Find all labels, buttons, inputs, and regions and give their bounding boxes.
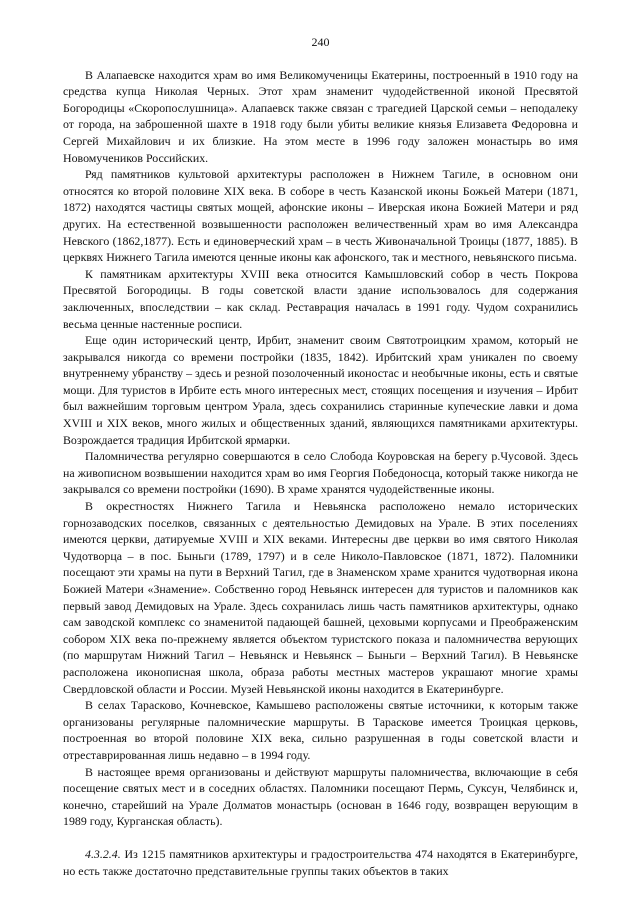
paragraph-nevyansk: В окрестностях Нижнего Тагила и Невьянска расположено немало исторических горнозаводских поселков, связанных с деятельностью Демидовых на Урале. В этих поселениях имеются церкви, датируемые XVIII и XIX веками. Интересны две церкви во имя святого Николая Чудотворца – в пос. Быньги (1789, 1797) и в селе Николо-Павловское (1871, 1872). Паломники посещают эти храмы на пути в Верхний Тагил, где в Знаменском храме хранится чудотворная икона Божией Матери «Знамение». Собственно город Невьянск интересен для туристов и паломников как первый завод Демидовых на Урале. Здесь сохранилась лишь часть памятников архитектуры, однако сам заводской комплекс со знаменитой падающей башней, цеховыми корпусами и Преображенским собором XIX века по-прежнему является объектом туристского показа и паломничества верующих (по маршрутам Нижний Тагил – Невьянск и Невьянск – Быньги – Верхний Тагил). В Невьянске расположена иконописная школа, образа работы местных мастеров украшают многие храмы Свердловской области и России. Музей Невьянской иконы находится в Екатеринбурге. bbox=[63, 499, 578, 696]
paragraph-alapaevsk: В Алапаевске находится храм во имя Великомученицы Екатерины, построенный в 1910 году на средства купца Николая Черных. Этот храм знаменит чудодейственной иконой Пресвятой Богородицы «Скоропослушница». Алапаевск также связан с трагедией Царской семьи – неподалеку от города, на заброшенной шахте в 1918 году были убиты великие князья Елизавета Федоровна и Сергей Михайлович и их близкие. На этом месте в 1996 году заложен монастырь во имя Новомучеников Российских. bbox=[63, 67, 578, 165]
paragraph-spacer bbox=[63, 830, 578, 846]
section-text: Из 1215 памятников архитектуры и градостроительства 474 находятся в Екатеринбурге, но есть также достаточно представительные группы таких объектов в таких bbox=[63, 846, 578, 878]
paragraph-sloboda-kourovskaya: Паломничества регулярно совершаются в село Слобода Коуровская на берегу р.Чусовой. Здесь на живописном возвышении находится храм во имя Георгия Победоносца, который также никогда не закрывался со времени постройки (1690). В храме хранятся чудодейственные иконы. bbox=[63, 449, 578, 497]
paragraph-irbit: Еще один исторический центр, Ирбит, знаменит своим Святотроицким храмом, который не закрывался никогда со времени постройки (1835, 1842). Ирбитский храм уникален по своему внутреннему убранству – здесь и резной позолоченный иконостас и необычные иконы, есть и святые мощи. Для туристов в Ирбите есть много интересных мест, стоящих посещения и изучения – Ирбит был важнейшим торговым центром Урала, здесь сохранились старинные купеческие лавки и дома XVIII и XIX веков, много жилых и общественных зданий, являющихся памятниками архитектуры. Возрождается традиция Ирбитской ярмарки. bbox=[63, 333, 578, 447]
paragraph-kamyshlov: К памятникам архитектуры XVIII века относится Камышловский собор в честь Покрова Пресвятой Богородицы. В годы советской власти здание использовалось для содержания заключенных, впоследствии – как склад. Реставрация началась в 1991 году. Чудом сохранились весьма ценные настенные росписи. bbox=[63, 266, 578, 331]
document-page bbox=[63, 34, 578, 879]
paragraph-pilgrimage-routes: В настоящее время организованы и действуют маршруты паломничества, включающие в себя посещение святых мест и в соседних областях. Паломники посещают Пермь, Суксун, Челябинск и, конечно, старейший на Урале Долматов монастырь (основан в 1646 году, возвращен верующим в 1989 году, Курганская область). bbox=[63, 764, 578, 829]
paragraph-nizhny-tagil: Ряд памятников культовой архитектуры расположен в Нижнем Тагиле, в основном они относятся ко второй половине XIX века. В соборе в честь Казанской иконы Божьей Матери (1871, 1872) находятся частицы святых мощей, афонские иконы – Иверская икона Божией Матери и ряд других. На естественной возвышенности расположен величественный храм во имя Александра Невского (1862,1877). Есть и единоверческий храм – в честь Живоначальной Троицы (1877, 1885). В церквях Нижнего Тагила имеются ценные иконы как афонского, так и местного, невьянского письма. bbox=[63, 167, 578, 265]
section-number: 4.3.2.4. bbox=[85, 846, 121, 861]
page-number: 240 bbox=[311, 35, 330, 49]
paragraph-section-4-3-2-4 bbox=[63, 846, 578, 879]
paragraph-holy-springs: В селах Тарасково, Кочневское, Камышево расположены святые источники, к которым также организованы регулярные паломнические маршруты. В Тараскове имеется Троицкая церковь, построенная во второй половине XIX века, сильно разрушенная в годы советской власти и отреставрированная лишь недавно – в 1994 году. bbox=[63, 698, 578, 762]
